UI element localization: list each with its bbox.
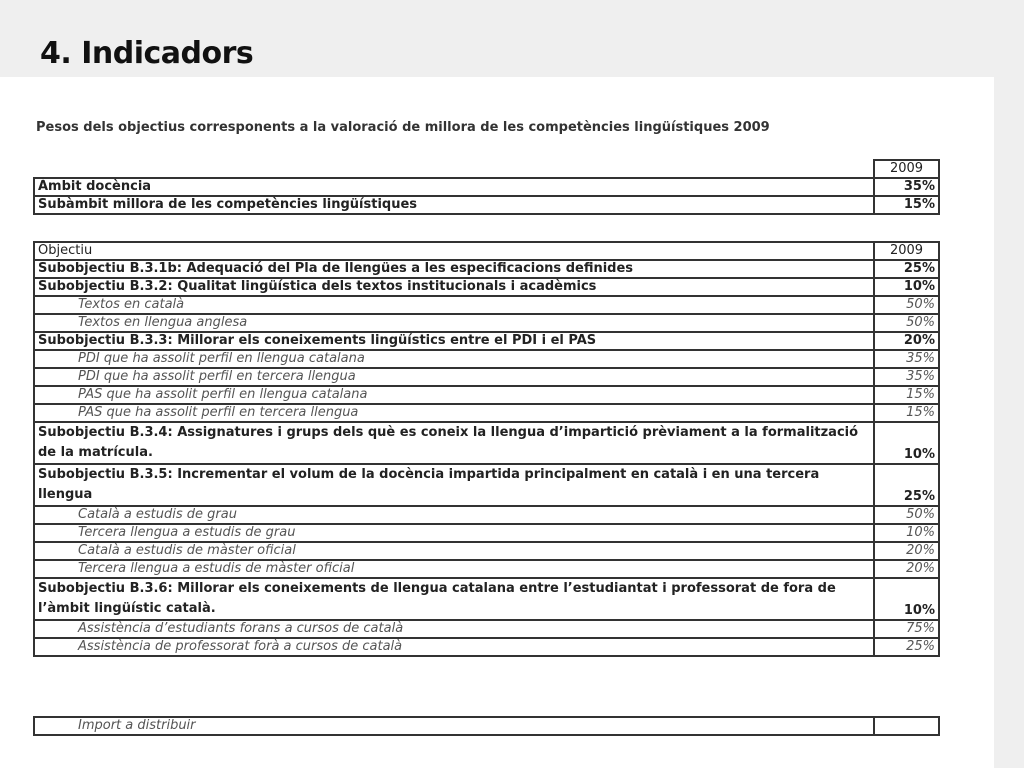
row-value: 50% <box>874 296 939 314</box>
row-label: Textos en català <box>34 296 874 314</box>
row-value: 15% <box>874 196 939 214</box>
row-value: 10% <box>874 578 939 620</box>
row-label: Subobjectiu B.3.2: Qualitat lingüística dels textos institucionals i acadèmics <box>34 278 874 296</box>
row-label: Textos en llengua anglesa <box>34 314 874 332</box>
row-value: 50% <box>874 314 939 332</box>
year-header: 2009 <box>874 242 939 260</box>
row-value: 50% <box>874 506 939 524</box>
row-label: Subobjectiu B.3.5: Incrementar el volum de la docència impartida principalment en català i en una tercera llengua <box>34 464 874 506</box>
row-value: 35% <box>874 368 939 386</box>
row-value <box>874 717 939 735</box>
row-value: 25% <box>874 464 939 506</box>
row-label: Assistència de professorat forà a cursos de català <box>34 638 874 656</box>
summary-table <box>33 159 940 215</box>
row-value: 15% <box>874 404 939 422</box>
row-value: 10% <box>874 422 939 464</box>
slide-title: 4. Indicadors <box>40 36 254 71</box>
table-row <box>34 196 939 214</box>
table-row <box>34 717 939 735</box>
row-label: Import a distribuir <box>34 717 874 735</box>
row-label: Català a estudis de màster oficial <box>34 542 874 560</box>
objectives-table <box>33 241 940 657</box>
row-label: Àmbit docència <box>34 178 874 196</box>
document-image <box>0 77 994 768</box>
table-row <box>34 178 939 196</box>
year-header: 2009 <box>874 160 939 178</box>
row-label: Tercera llengua a estudis de màster oficial <box>34 560 874 578</box>
row-value: 75% <box>874 620 939 638</box>
row-label: Subobjectiu B.3.6: Millorar els coneixements de llengua catalana entre l’estudiantat i professorat de fora de l’àmbit lingüístic català. <box>34 578 874 620</box>
row-value: 20% <box>874 560 939 578</box>
row-label: PDI que ha assolit perfil en llengua catalana <box>34 350 874 368</box>
objective-header: Objectiu <box>34 242 874 260</box>
row-label: Subàmbit millora de les competències lingüístiques <box>34 196 874 214</box>
row-label: Subobjectiu B.3.3: Millorar els coneixements lingüístics entre el PDI i el PAS <box>34 332 874 350</box>
row-value: 35% <box>874 178 939 196</box>
row-value: 10% <box>874 278 939 296</box>
row-value: 15% <box>874 386 939 404</box>
footer-table <box>33 716 940 736</box>
row-label: PDI que ha assolit perfil en tercera llengua <box>34 368 874 386</box>
row-value: 35% <box>874 350 939 368</box>
table-header-row <box>34 242 939 260</box>
row-value: 25% <box>874 638 939 656</box>
row-label: PAS que ha assolit perfil en llengua catalana <box>34 386 874 404</box>
row-value: 20% <box>874 542 939 560</box>
document-heading: Pesos dels objectius corresponents a la valoració de millora de les competències lingüístiques 2009 <box>36 120 770 135</box>
row-label: Subobjectiu B.3.1b: Adequació del Pla de llengües a les especificacions definides <box>34 260 874 278</box>
row-label: Tercera llengua a estudis de grau <box>34 524 874 542</box>
row-value: 25% <box>874 260 939 278</box>
row-value: 10% <box>874 524 939 542</box>
row-label: Subobjectiu B.3.4: Assignatures i grups dels què es coneix la llengua d’impartició prèviament a la formalització de la matrícula. <box>34 422 874 464</box>
row-label: Català a estudis de grau <box>34 506 874 524</box>
row-label: Assistència d’estudiants forans a cursos de català <box>34 620 874 638</box>
row-value: 20% <box>874 332 939 350</box>
row-label: PAS que ha assolit perfil en tercera llengua <box>34 404 874 422</box>
table-row <box>34 160 939 178</box>
